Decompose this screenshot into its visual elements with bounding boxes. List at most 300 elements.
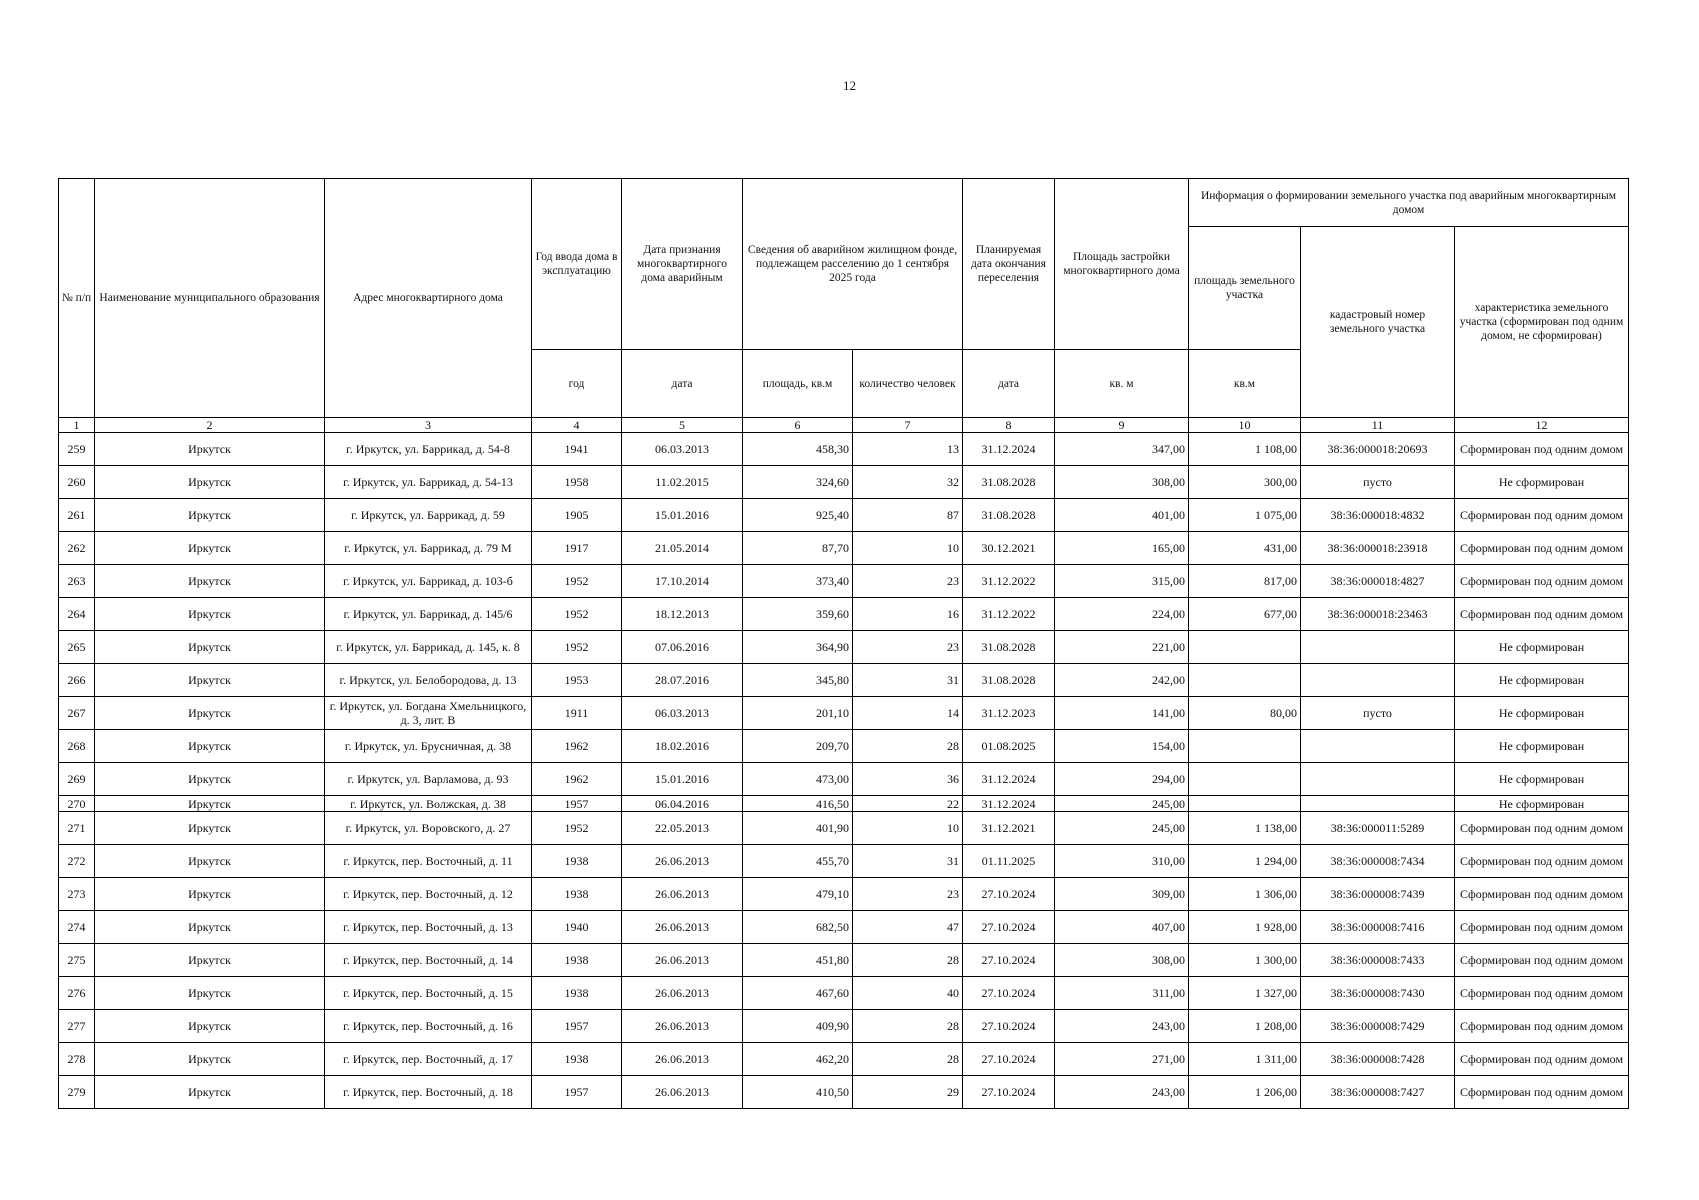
cell-planned-date: 27.10.2024	[963, 1043, 1055, 1076]
cell-area: 473,00	[743, 763, 853, 796]
cell-area: 410,50	[743, 1076, 853, 1109]
cell-address: г. Иркутск, ул. Белобородова, д. 13	[325, 664, 532, 697]
cell-planned-date: 01.08.2025	[963, 730, 1055, 763]
cell-num: 276	[59, 977, 95, 1010]
cell-recognition-date: 22.05.2013	[622, 812, 743, 845]
cell-people: 10	[853, 812, 963, 845]
cell-area: 416,50	[743, 796, 853, 812]
header-num: № п/п	[59, 179, 95, 418]
cell-land-area: 817,00	[1189, 565, 1301, 598]
cell-planned-date: 27.10.2024	[963, 944, 1055, 977]
header-year: Год ввода дома в эксплуатацию	[532, 179, 622, 350]
cell-people: 31	[853, 845, 963, 878]
cell-recognition-date: 26.06.2013	[622, 1043, 743, 1076]
header-building-area: Площадь застройки многоквартирного дома	[1055, 179, 1189, 350]
header-fund-info: Сведения об аварийном жилищном фонде, подлежащем расселению до 1 сентября 2025 года	[743, 179, 963, 350]
header-cadastral: кадастровый номер земельного участка	[1301, 227, 1455, 418]
cell-num: 275	[59, 944, 95, 977]
cell-building-area: 243,00	[1055, 1010, 1189, 1043]
cell-recognition-date: 26.06.2013	[622, 911, 743, 944]
unit-land-sqm: кв.м	[1189, 350, 1301, 418]
cell-recognition-date: 26.06.2013	[622, 845, 743, 878]
cell-planned-date: 31.12.2024	[963, 796, 1055, 812]
cell-area: 345,80	[743, 664, 853, 697]
cell-year: 1941	[532, 433, 622, 466]
table-row	[59, 812, 1629, 845]
cell-num: 263	[59, 565, 95, 598]
table-row	[59, 565, 1629, 598]
cell-land-area: 1 138,00	[1189, 812, 1301, 845]
cell-area: 925,40	[743, 499, 853, 532]
cell-area: 87,70	[743, 532, 853, 565]
unit-sqm: кв. м	[1055, 350, 1189, 418]
cell-land-area: 300,00	[1189, 466, 1301, 499]
cell-land-area	[1189, 664, 1301, 697]
cell-address: г. Иркутск, пер. Восточный, д. 16	[325, 1010, 532, 1043]
cell-land-area: 1 294,00	[1189, 845, 1301, 878]
cell-building-area: 154,00	[1055, 730, 1189, 763]
cell-cadastral: 38:36:000008:7430	[1301, 977, 1455, 1010]
header-municipality: Наименование муниципального образования	[95, 179, 325, 418]
cell-municipality: Иркутск	[95, 812, 325, 845]
col-number: 4	[532, 418, 622, 433]
table-row	[59, 598, 1629, 631]
cell-people: 23	[853, 565, 963, 598]
cell-land-char: Сформирован под одним домом	[1455, 812, 1629, 845]
col-number: 3	[325, 418, 532, 433]
cell-people: 13	[853, 433, 963, 466]
cell-num: 266	[59, 664, 95, 697]
cell-cadastral: 38:36:000018:4827	[1301, 565, 1455, 598]
cell-building-area: 243,00	[1055, 1076, 1189, 1109]
cell-cadastral	[1301, 631, 1455, 664]
cell-municipality: Иркутск	[95, 845, 325, 878]
cell-people: 28	[853, 730, 963, 763]
cell-municipality: Иркутск	[95, 730, 325, 763]
cell-land-char: Сформирован под одним домом	[1455, 598, 1629, 631]
col-number: 2	[95, 418, 325, 433]
cell-num: 268	[59, 730, 95, 763]
cell-address: г. Иркутск, пер. Восточный, д. 11	[325, 845, 532, 878]
table-row	[59, 977, 1629, 1010]
cell-address: г. Иркутск, ул. Баррикад, д. 145/6	[325, 598, 532, 631]
cell-building-area: 165,00	[1055, 532, 1189, 565]
col-number: 6	[743, 418, 853, 433]
table-row	[59, 730, 1629, 763]
cell-municipality: Иркутск	[95, 977, 325, 1010]
header-land-area: площадь земельного участка	[1189, 227, 1301, 350]
cell-land-char: Не сформирован	[1455, 763, 1629, 796]
cell-year: 1962	[532, 763, 622, 796]
cell-land-char: Не сформирован	[1455, 730, 1629, 763]
cell-year: 1952	[532, 598, 622, 631]
cell-address: г. Иркутск, ул. Волжская, д. 38	[325, 796, 532, 812]
table-row	[59, 499, 1629, 532]
cell-people: 10	[853, 532, 963, 565]
cell-people: 16	[853, 598, 963, 631]
cell-planned-date: 30.12.2021	[963, 532, 1055, 565]
header-land-char: характеристика земельного участка (сформирован под одним домом, не сформирован)	[1455, 227, 1629, 418]
cell-year: 1952	[532, 565, 622, 598]
cell-area: 201,10	[743, 697, 853, 730]
cell-recognition-date: 18.12.2013	[622, 598, 743, 631]
cell-people: 40	[853, 977, 963, 1010]
cell-recognition-date: 15.01.2016	[622, 499, 743, 532]
cell-num: 274	[59, 911, 95, 944]
cell-recognition-date: 15.01.2016	[622, 763, 743, 796]
cell-land-area: 1 311,00	[1189, 1043, 1301, 1076]
cell-land-char: Сформирован под одним домом	[1455, 532, 1629, 565]
cell-planned-date: 31.08.2028	[963, 631, 1055, 664]
cell-people: 23	[853, 631, 963, 664]
cell-cadastral: 38:36:000008:7428	[1301, 1043, 1455, 1076]
unit-year: год	[532, 350, 622, 418]
cell-area: 364,90	[743, 631, 853, 664]
cell-num: 277	[59, 1010, 95, 1043]
cell-land-char: Не сформирован	[1455, 466, 1629, 499]
cell-area: 682,50	[743, 911, 853, 944]
cell-year: 1938	[532, 944, 622, 977]
cell-land-area: 1 206,00	[1189, 1076, 1301, 1109]
col-number: 10	[1189, 418, 1301, 433]
cell-people: 87	[853, 499, 963, 532]
cell-land-area: 1 075,00	[1189, 499, 1301, 532]
cell-address: г. Иркутск, ул. Баррикад, д. 79 М	[325, 532, 532, 565]
cell-planned-date: 31.12.2021	[963, 812, 1055, 845]
cell-address: г. Иркутск, ул. Баррикад, д. 54-13	[325, 466, 532, 499]
cell-people: 29	[853, 1076, 963, 1109]
cell-cadastral: 38:36:000008:7433	[1301, 944, 1455, 977]
cell-planned-date: 31.08.2028	[963, 466, 1055, 499]
cell-recognition-date: 26.06.2013	[622, 1010, 743, 1043]
cell-land-char: Сформирован под одним домом	[1455, 944, 1629, 977]
table-row	[59, 1043, 1629, 1076]
unit-date: дата	[622, 350, 743, 418]
cell-cadastral	[1301, 763, 1455, 796]
cell-planned-date: 27.10.2024	[963, 878, 1055, 911]
cell-land-char: Сформирован под одним домом	[1455, 977, 1629, 1010]
cell-land-char: Сформирован под одним домом	[1455, 845, 1629, 878]
cell-num: 264	[59, 598, 95, 631]
cell-land-char: Не сформирован	[1455, 631, 1629, 664]
cell-municipality: Иркутск	[95, 1076, 325, 1109]
cell-recognition-date: 26.06.2013	[622, 878, 743, 911]
cell-cadastral: 38:36:000008:7439	[1301, 878, 1455, 911]
table-row	[59, 697, 1629, 730]
cell-year: 1938	[532, 977, 622, 1010]
cell-year: 1958	[532, 466, 622, 499]
cell-land-char: Сформирован под одним домом	[1455, 1076, 1629, 1109]
cell-people: 31	[853, 664, 963, 697]
cell-area: 324,60	[743, 466, 853, 499]
table-body	[59, 433, 1629, 1109]
cell-municipality: Иркутск	[95, 664, 325, 697]
cell-planned-date: 01.11.2025	[963, 845, 1055, 878]
table-row	[59, 911, 1629, 944]
cell-address: г. Иркутск, ул. Баррикад, д. 103-б	[325, 565, 532, 598]
cell-people: 28	[853, 1043, 963, 1076]
column-numbers-row	[59, 418, 1629, 433]
cell-address: г. Иркутск, ул. Воровского, д. 27	[325, 812, 532, 845]
cell-area: 458,30	[743, 433, 853, 466]
cell-address: г. Иркутск, пер. Восточный, д. 12	[325, 878, 532, 911]
cell-people: 36	[853, 763, 963, 796]
cell-land-char: Сформирован под одним домом	[1455, 433, 1629, 466]
table-row	[59, 433, 1629, 466]
cell-land-area	[1189, 796, 1301, 812]
emergency-housing-table	[58, 178, 1629, 1109]
cell-building-area: 309,00	[1055, 878, 1189, 911]
col-number: 9	[1055, 418, 1189, 433]
cell-municipality: Иркутск	[95, 499, 325, 532]
header-land-info: Информация о формировании земельного участка под аварийным многоквартирным домом	[1189, 179, 1629, 227]
cell-building-area: 271,00	[1055, 1043, 1189, 1076]
cell-recognition-date: 26.06.2013	[622, 944, 743, 977]
cell-building-area: 347,00	[1055, 433, 1189, 466]
cell-cadastral: 38:36:000008:7429	[1301, 1010, 1455, 1043]
cell-municipality: Иркутск	[95, 598, 325, 631]
cell-municipality: Иркутск	[95, 796, 325, 812]
cell-area: 462,20	[743, 1043, 853, 1076]
col-number: 11	[1301, 418, 1455, 433]
cell-land-char: Сформирован под одним домом	[1455, 499, 1629, 532]
cell-area: 409,90	[743, 1010, 853, 1043]
cell-address: г. Иркутск, ул. Варламова, д. 93	[325, 763, 532, 796]
cell-land-area: 677,00	[1189, 598, 1301, 631]
cell-planned-date: 31.12.2022	[963, 598, 1055, 631]
cell-planned-date: 31.12.2023	[963, 697, 1055, 730]
cell-building-area: 310,00	[1055, 845, 1189, 878]
cell-building-area: 224,00	[1055, 598, 1189, 631]
cell-year: 1962	[532, 730, 622, 763]
cell-municipality: Иркутск	[95, 466, 325, 499]
cell-planned-date: 27.10.2024	[963, 977, 1055, 1010]
table-row	[59, 532, 1629, 565]
cell-cadastral: 38:36:000018:4832	[1301, 499, 1455, 532]
col-number: 7	[853, 418, 963, 433]
table-row	[59, 944, 1629, 977]
cell-num: 273	[59, 878, 95, 911]
cell-building-area: 308,00	[1055, 944, 1189, 977]
cell-municipality: Иркутск	[95, 1010, 325, 1043]
cell-planned-date: 27.10.2024	[963, 1076, 1055, 1109]
table-row	[59, 763, 1629, 796]
cell-people: 28	[853, 1010, 963, 1043]
cell-planned-date: 31.12.2024	[963, 433, 1055, 466]
cell-area: 467,60	[743, 977, 853, 1010]
col-number: 8	[963, 418, 1055, 433]
cell-address: г. Иркутск, пер. Восточный, д. 17	[325, 1043, 532, 1076]
cell-address: г. Иркутск, ул. Баррикад, д. 54-8	[325, 433, 532, 466]
cell-year: 1911	[532, 697, 622, 730]
cell-building-area: 245,00	[1055, 796, 1189, 812]
page-number: 12	[843, 78, 856, 93]
cell-building-area: 401,00	[1055, 499, 1189, 532]
cell-building-area: 407,00	[1055, 911, 1189, 944]
cell-land-area: 1 300,00	[1189, 944, 1301, 977]
cell-num: 278	[59, 1043, 95, 1076]
cell-planned-date: 31.12.2022	[963, 565, 1055, 598]
cell-year: 1938	[532, 878, 622, 911]
cell-building-area: 294,00	[1055, 763, 1189, 796]
cell-year: 1938	[532, 845, 622, 878]
cell-planned-date: 31.12.2024	[963, 763, 1055, 796]
cell-recognition-date: 26.06.2013	[622, 977, 743, 1010]
cell-cadastral	[1301, 796, 1455, 812]
col-number: 5	[622, 418, 743, 433]
cell-cadastral	[1301, 664, 1455, 697]
cell-area: 451,80	[743, 944, 853, 977]
cell-land-area: 1 928,00	[1189, 911, 1301, 944]
unit-people: количество человек	[853, 350, 963, 418]
cell-num: 259	[59, 433, 95, 466]
cell-land-area: 1 208,00	[1189, 1010, 1301, 1043]
cell-municipality: Иркутск	[95, 565, 325, 598]
cell-year: 1957	[532, 1076, 622, 1109]
cell-cadastral: 38:36:000018:23463	[1301, 598, 1455, 631]
cell-recognition-date: 06.03.2013	[622, 433, 743, 466]
cell-land-area: 1 108,00	[1189, 433, 1301, 466]
cell-num: 267	[59, 697, 95, 730]
cell-municipality: Иркутск	[95, 763, 325, 796]
table-row	[59, 1076, 1629, 1109]
cell-recognition-date: 18.02.2016	[622, 730, 743, 763]
cell-municipality: Иркутск	[95, 1043, 325, 1076]
cell-area: 479,10	[743, 878, 853, 911]
cell-land-char: Сформирован под одним домом	[1455, 911, 1629, 944]
cell-cadastral: 38:36:000008:7427	[1301, 1076, 1455, 1109]
cell-recognition-date: 28.07.2016	[622, 664, 743, 697]
cell-year: 1952	[532, 631, 622, 664]
cell-recognition-date: 17.10.2014	[622, 565, 743, 598]
cell-address: г. Иркутск, ул. Брусничная, д. 38	[325, 730, 532, 763]
table-row	[59, 845, 1629, 878]
cell-land-char: Сформирован под одним домом	[1455, 565, 1629, 598]
table-row	[59, 664, 1629, 697]
cell-land-char: Сформирован под одним домом	[1455, 1010, 1629, 1043]
unit-area: площадь, кв.м	[743, 350, 853, 418]
cell-year: 1953	[532, 664, 622, 697]
cell-recognition-date: 07.06.2016	[622, 631, 743, 664]
cell-area: 455,70	[743, 845, 853, 878]
cell-year: 1957	[532, 796, 622, 812]
cell-num: 265	[59, 631, 95, 664]
cell-land-area: 1 306,00	[1189, 878, 1301, 911]
header-planned-date: Планируемая дата окончания переселения	[963, 179, 1055, 350]
table-row	[59, 1010, 1629, 1043]
cell-people: 14	[853, 697, 963, 730]
table-row	[59, 631, 1629, 664]
col-number: 12	[1455, 418, 1629, 433]
cell-area: 209,70	[743, 730, 853, 763]
cell-planned-date: 27.10.2024	[963, 1010, 1055, 1043]
cell-num: 279	[59, 1076, 95, 1109]
cell-num: 270	[59, 796, 95, 812]
cell-address: г. Иркутск, ул. Баррикад, д. 145, к. 8	[325, 631, 532, 664]
table-row	[59, 878, 1629, 911]
cell-building-area: 242,00	[1055, 664, 1189, 697]
cell-num: 261	[59, 499, 95, 532]
cell-address: г. Иркутск, пер. Восточный, д. 13	[325, 911, 532, 944]
cell-planned-date: 31.08.2028	[963, 499, 1055, 532]
cell-building-area: 315,00	[1055, 565, 1189, 598]
cell-num: 271	[59, 812, 95, 845]
cell-land-char: Не сформирован	[1455, 796, 1629, 812]
cell-building-area: 311,00	[1055, 977, 1189, 1010]
cell-num: 269	[59, 763, 95, 796]
cell-municipality: Иркутск	[95, 433, 325, 466]
cell-land-area: 431,00	[1189, 532, 1301, 565]
cell-recognition-date: 21.05.2014	[622, 532, 743, 565]
header-recognition-date: Дата признания многоквартирного дома аварийным	[622, 179, 743, 350]
cell-building-area: 141,00	[1055, 697, 1189, 730]
table-row	[59, 466, 1629, 499]
table-header	[59, 179, 1629, 433]
cell-num: 272	[59, 845, 95, 878]
cell-address: г. Иркутск, ул. Богдана Хмельницкого, д. 3, лит. В	[325, 697, 532, 730]
cell-area: 373,40	[743, 565, 853, 598]
cell-area: 401,90	[743, 812, 853, 845]
cell-address: г. Иркутск, ул. Баррикад, д. 59	[325, 499, 532, 532]
cell-land-char: Не сформирован	[1455, 697, 1629, 730]
cell-cadastral: 38:36:000011:5289	[1301, 812, 1455, 845]
cell-land-area	[1189, 763, 1301, 796]
col-number: 1	[59, 418, 95, 433]
cell-cadastral: 38:36:000018:23918	[1301, 532, 1455, 565]
cell-building-area: 308,00	[1055, 466, 1189, 499]
header-address: Адрес многоквартирного дома	[325, 179, 532, 418]
cell-municipality: Иркутск	[95, 944, 325, 977]
cell-cadastral: 38:36:000008:7434	[1301, 845, 1455, 878]
cell-year: 1957	[532, 1010, 622, 1043]
cell-cadastral: 38:36:000018:20693	[1301, 433, 1455, 466]
cell-area: 359,60	[743, 598, 853, 631]
cell-address: г. Иркутск, пер. Восточный, д. 18	[325, 1076, 532, 1109]
cell-people: 47	[853, 911, 963, 944]
cell-cadastral: пусто	[1301, 466, 1455, 499]
cell-land-area	[1189, 631, 1301, 664]
cell-municipality: Иркутск	[95, 631, 325, 664]
cell-planned-date: 27.10.2024	[963, 911, 1055, 944]
cell-municipality: Иркутск	[95, 878, 325, 911]
cell-year: 1905	[532, 499, 622, 532]
cell-cadastral	[1301, 730, 1455, 763]
cell-recognition-date: 11.02.2015	[622, 466, 743, 499]
cell-recognition-date: 06.03.2013	[622, 697, 743, 730]
cell-num: 260	[59, 466, 95, 499]
cell-land-area: 80,00	[1189, 697, 1301, 730]
cell-land-area: 1 327,00	[1189, 977, 1301, 1010]
unit-plan-date: дата	[963, 350, 1055, 418]
cell-recognition-date: 26.06.2013	[622, 1076, 743, 1109]
cell-num: 262	[59, 532, 95, 565]
cell-people: 23	[853, 878, 963, 911]
cell-land-area	[1189, 730, 1301, 763]
cell-planned-date: 31.08.2028	[963, 664, 1055, 697]
cell-land-char: Сформирован под одним домом	[1455, 1043, 1629, 1076]
cell-year: 1940	[532, 911, 622, 944]
cell-municipality: Иркутск	[95, 911, 325, 944]
cell-cadastral: 38:36:000008:7416	[1301, 911, 1455, 944]
cell-recognition-date: 06.04.2016	[622, 796, 743, 812]
cell-building-area: 245,00	[1055, 812, 1189, 845]
cell-municipality: Иркутск	[95, 532, 325, 565]
cell-address: г. Иркутск, пер. Восточный, д. 15	[325, 977, 532, 1010]
cell-people: 22	[853, 796, 963, 812]
cell-year: 1952	[532, 812, 622, 845]
cell-land-char: Сформирован под одним домом	[1455, 878, 1629, 911]
cell-cadastral: пусто	[1301, 697, 1455, 730]
